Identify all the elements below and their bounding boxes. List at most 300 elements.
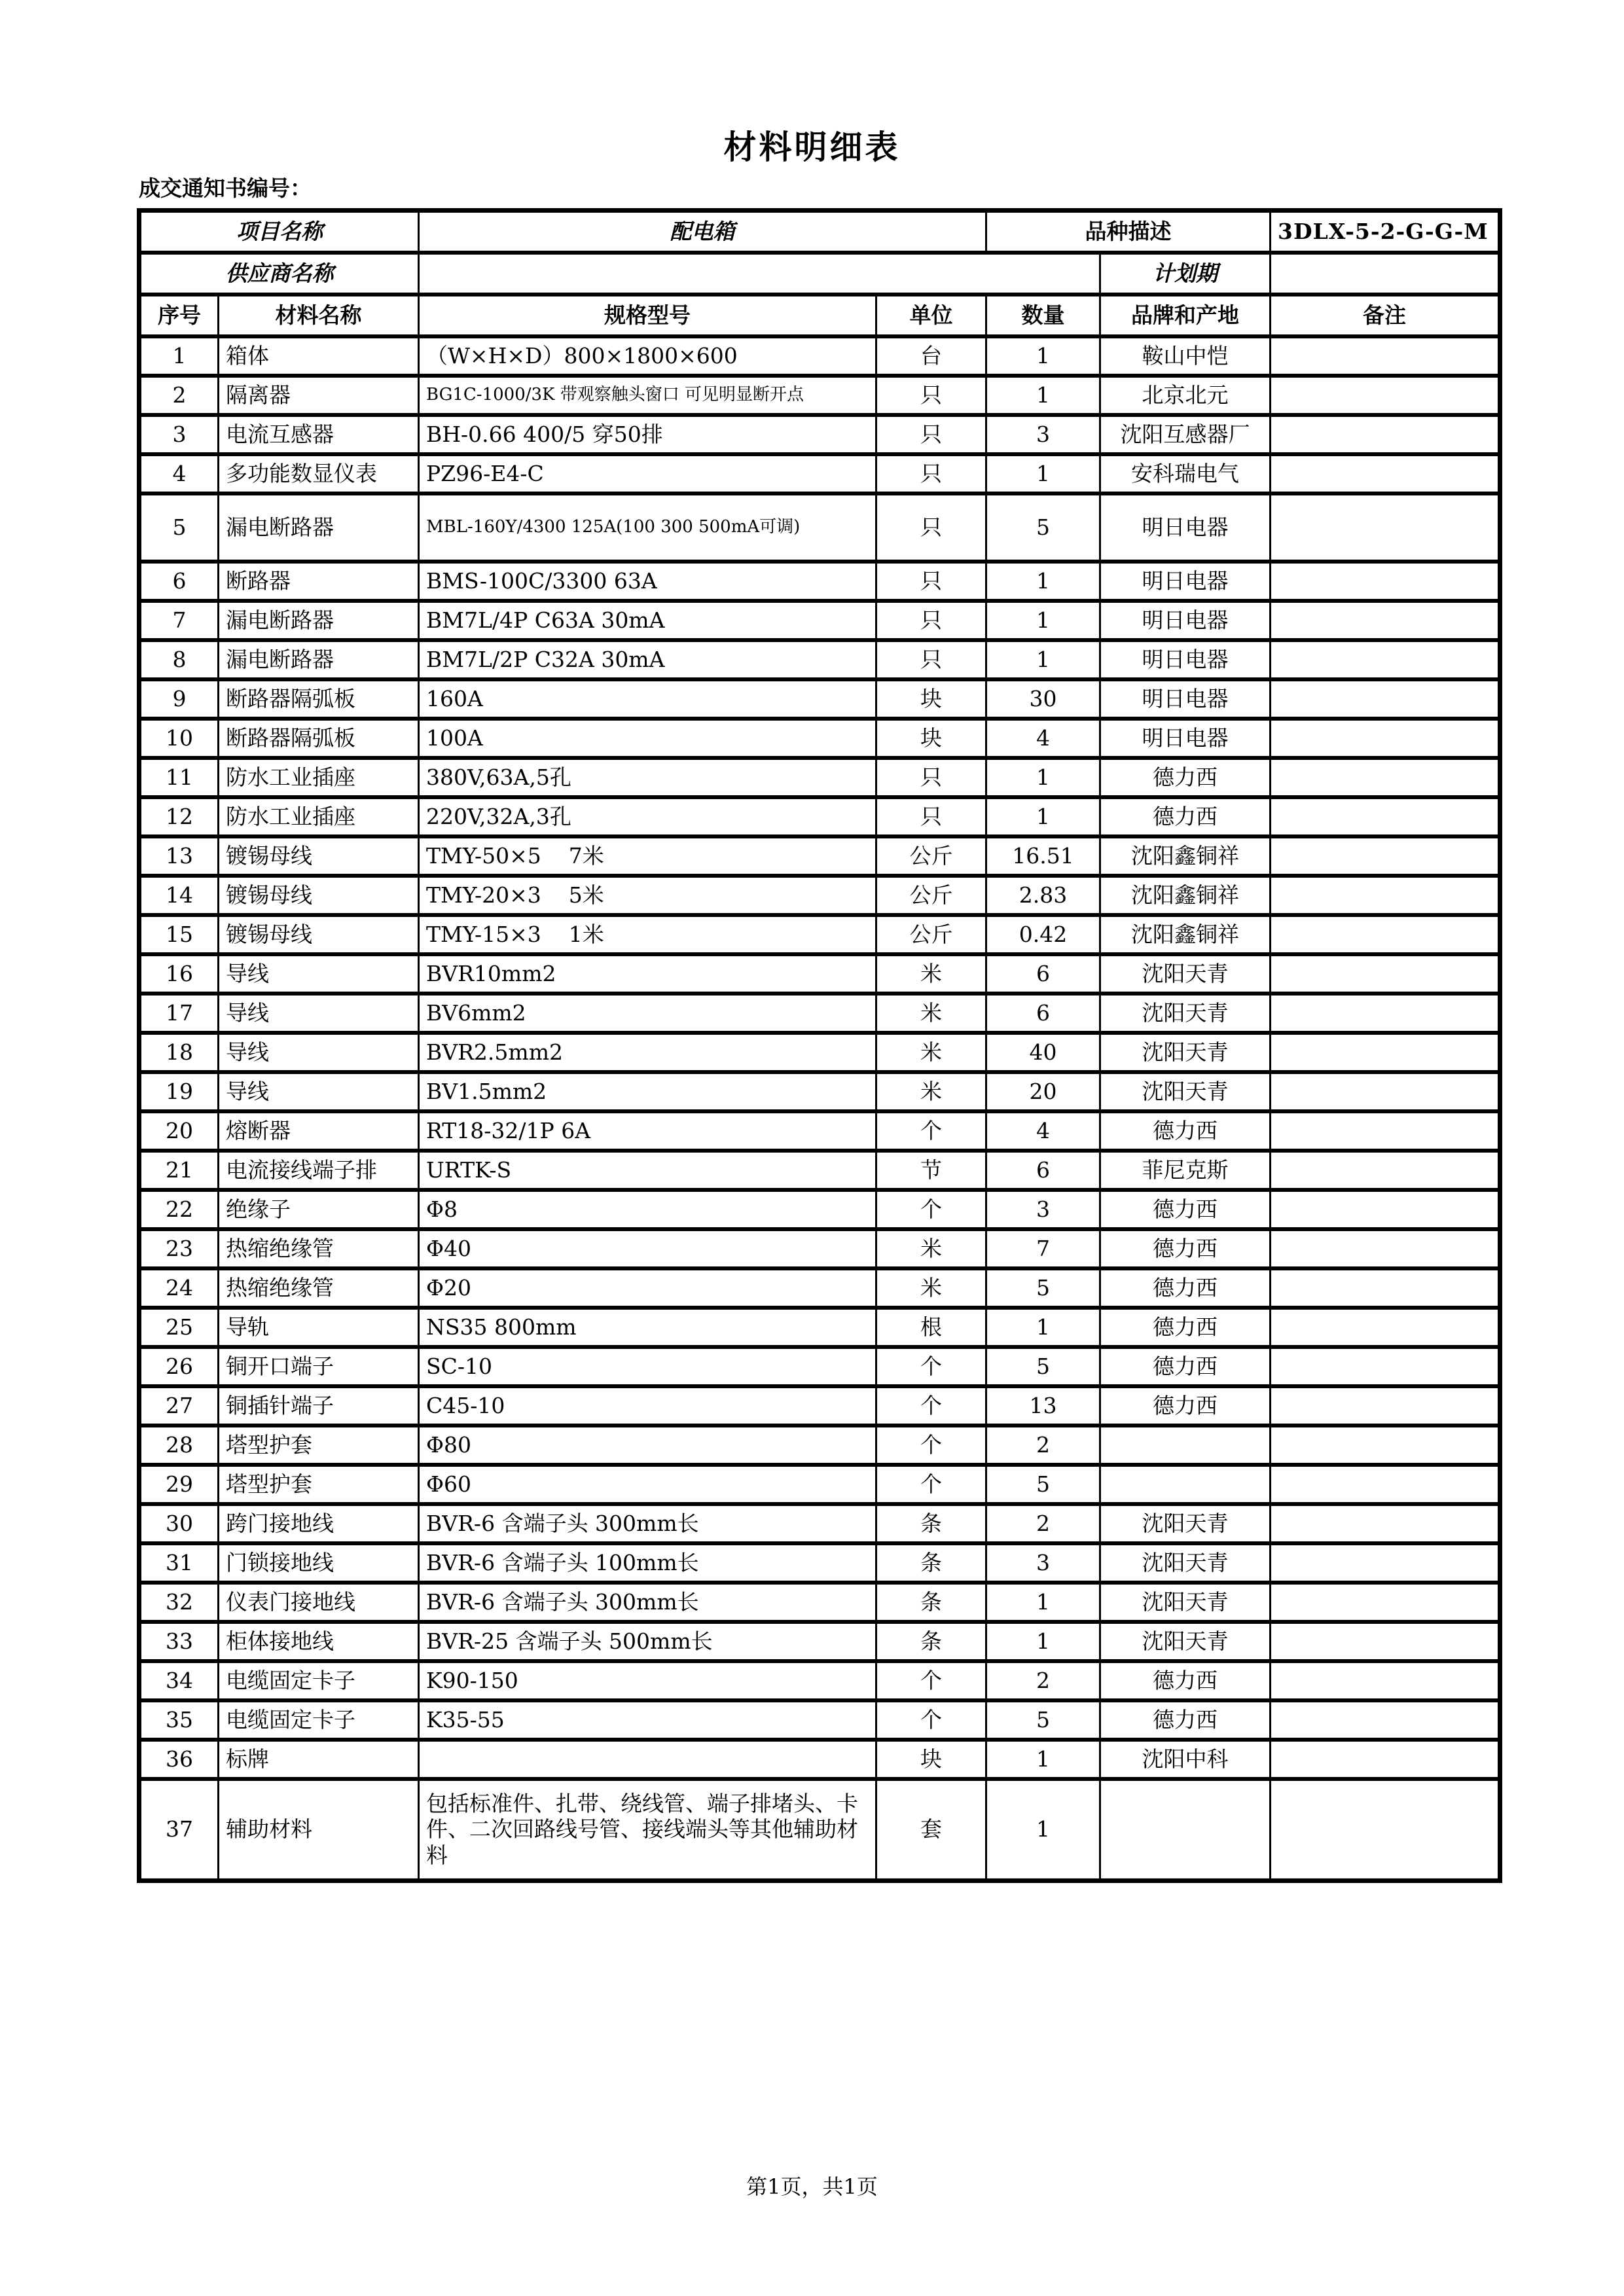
cell-material-name: 防水工业插座 — [219, 758, 419, 797]
table-row — [139, 376, 1500, 415]
cell-spec-model: 380V,63A,5孔 — [419, 758, 876, 797]
cell-quantity: 2.83 — [986, 876, 1100, 915]
cell-remark — [1271, 336, 1500, 376]
cell-unit: 米 — [876, 1268, 986, 1308]
cell-material-name: 塔型护套 — [219, 1465, 419, 1504]
cell-quantity: 1 — [986, 640, 1100, 679]
table-row — [139, 758, 1500, 797]
cell-material-name: 电流接线端子排 — [219, 1151, 419, 1190]
cell-spec-model: TMY-15×3 1米 — [419, 915, 876, 954]
cell-spec-model: 160A — [419, 679, 876, 719]
cell-spec-model: BVR-25 含端子头 500mm长 — [419, 1622, 876, 1661]
table-row — [139, 836, 1500, 876]
cell-quantity: 1 — [986, 1583, 1100, 1622]
cell-material-name: 热缩绝缘管 — [219, 1268, 419, 1308]
table-row — [139, 640, 1500, 679]
cell-remark — [1271, 1504, 1500, 1543]
cell-material-name: 导轨 — [219, 1308, 419, 1347]
cell-unit: 个 — [876, 1190, 986, 1229]
table-row — [139, 797, 1500, 836]
cell-quantity: 16.51 — [986, 836, 1100, 876]
cell-unit: 条 — [876, 1622, 986, 1661]
cell-index: 28 — [139, 1426, 219, 1465]
cell-index: 22 — [139, 1190, 219, 1229]
cell-unit: 个 — [876, 1465, 986, 1504]
cell-index: 37 — [139, 1779, 219, 1881]
cell-index: 8 — [139, 640, 219, 679]
cell-unit: 只 — [876, 493, 986, 562]
cell-spec-model: MBL-160Y/4300 125A(100 300 500mA可调) — [419, 493, 876, 562]
cell-spec-model: （W×H×D）800×1800×600 — [419, 336, 876, 376]
cell-spec-model: PZ96-E4-C — [419, 454, 876, 493]
cell-material-name: 隔离器 — [219, 376, 419, 415]
cell-brand-origin: 德力西 — [1100, 758, 1271, 797]
cell-brand-origin: 沈阳天青 — [1100, 1504, 1271, 1543]
cell-material-name: 导线 — [219, 1072, 419, 1111]
cell-material-name: 电缆固定卡子 — [219, 1700, 419, 1740]
cell-brand-origin: 德力西 — [1100, 1268, 1271, 1308]
cell-index: 36 — [139, 1740, 219, 1779]
cell-index: 17 — [139, 994, 219, 1033]
cell-material-name: 柜体接地线 — [219, 1622, 419, 1661]
col-header-quantity: 数量 — [986, 295, 1100, 336]
cell-brand-origin: 沈阳鑫铜祥 — [1100, 836, 1271, 876]
cell-spec-model: Φ20 — [419, 1268, 876, 1308]
cell-index: 16 — [139, 954, 219, 994]
cell-quantity: 1 — [986, 336, 1100, 376]
table-row — [139, 336, 1500, 376]
cell-brand-origin: 北京北元 — [1100, 376, 1271, 415]
cell-unit: 个 — [876, 1386, 986, 1426]
cell-material-name: 绝缘子 — [219, 1190, 419, 1229]
cell-brand-origin — [1100, 1426, 1271, 1465]
cell-material-name: 断路器 — [219, 562, 419, 601]
cell-spec-model: BV6mm2 — [419, 994, 876, 1033]
cell-index: 3 — [139, 415, 219, 454]
cell-material-name: 辅助材料 — [219, 1779, 419, 1881]
cell-spec-model: NS35 800mm — [419, 1308, 876, 1347]
cell-spec-model: RT18-32/1P 6A — [419, 1111, 876, 1151]
cell-material-name: 仪表门接地线 — [219, 1583, 419, 1622]
cell-material-name: 铜插针端子 — [219, 1386, 419, 1426]
cell-remark — [1271, 954, 1500, 994]
cell-quantity: 1 — [986, 601, 1100, 640]
cell-quantity: 40 — [986, 1033, 1100, 1072]
project-name-value: 配电箱 — [419, 211, 986, 253]
cell-remark — [1271, 1111, 1500, 1151]
cell-spec-model: 220V,32A,3孔 — [419, 797, 876, 836]
cell-unit: 公斤 — [876, 876, 986, 915]
cell-remark — [1271, 876, 1500, 915]
table-row — [139, 1661, 1500, 1700]
cell-spec-model — [419, 1740, 876, 1779]
cell-material-name: 漏电断路器 — [219, 493, 419, 562]
cell-remark — [1271, 562, 1500, 601]
cell-remark — [1271, 1622, 1500, 1661]
cell-index: 35 — [139, 1700, 219, 1740]
plan-period-value — [1271, 253, 1500, 295]
cell-spec-model: BH-0.66 400/5 穿50排 — [419, 415, 876, 454]
cell-index: 18 — [139, 1033, 219, 1072]
page-title: 材料明细表 — [723, 128, 901, 166]
cell-quantity: 5 — [986, 1347, 1100, 1386]
cell-unit: 条 — [876, 1543, 986, 1583]
cell-material-name: 电流互感器 — [219, 415, 419, 454]
header-row-supplier — [139, 253, 1500, 295]
cell-remark — [1271, 1465, 1500, 1504]
table-row — [139, 454, 1500, 493]
cell-material-name: 门锁接地线 — [219, 1543, 419, 1583]
cell-material-name: 漏电断路器 — [219, 640, 419, 679]
cell-index: 20 — [139, 1111, 219, 1151]
cell-remark — [1271, 1386, 1500, 1426]
cell-unit: 米 — [876, 954, 986, 994]
table-row — [139, 493, 1500, 562]
cell-index: 11 — [139, 758, 219, 797]
cell-spec-model: K35-55 — [419, 1700, 876, 1740]
cell-material-name: 标牌 — [219, 1740, 419, 1779]
cell-remark — [1271, 1072, 1500, 1111]
cell-index: 32 — [139, 1583, 219, 1622]
cell-brand-origin: 沈阳天青 — [1100, 1072, 1271, 1111]
cell-material-name: 多功能数显仪表 — [219, 454, 419, 493]
table-row — [139, 954, 1500, 994]
cell-remark — [1271, 454, 1500, 493]
cell-brand-origin: 菲尼克斯 — [1100, 1151, 1271, 1190]
cell-quantity: 2 — [986, 1426, 1100, 1465]
cell-unit: 米 — [876, 994, 986, 1033]
cell-unit: 根 — [876, 1308, 986, 1347]
cell-brand-origin: 沈阳天青 — [1100, 994, 1271, 1033]
cell-unit: 个 — [876, 1426, 986, 1465]
table-row — [139, 1190, 1500, 1229]
cell-unit: 只 — [876, 758, 986, 797]
cell-remark — [1271, 493, 1500, 562]
cell-quantity: 5 — [986, 1700, 1100, 1740]
project-name-label: 项目名称 — [139, 211, 419, 253]
cell-quantity: 1 — [986, 1740, 1100, 1779]
cell-spec-model: BM7L/2P C32A 30mA — [419, 640, 876, 679]
cell-material-name: 导线 — [219, 954, 419, 994]
cell-brand-origin: 明日电器 — [1100, 719, 1271, 758]
cell-index: 14 — [139, 876, 219, 915]
cell-index: 21 — [139, 1151, 219, 1190]
cell-unit: 只 — [876, 797, 986, 836]
cell-brand-origin: 明日电器 — [1100, 679, 1271, 719]
cell-quantity: 1 — [986, 562, 1100, 601]
table-row — [139, 1308, 1500, 1347]
cell-remark — [1271, 1543, 1500, 1583]
cell-remark — [1271, 1740, 1500, 1779]
cell-quantity: 2 — [986, 1661, 1100, 1700]
cell-spec-model: TMY-50×5 7米 — [419, 836, 876, 876]
cell-unit: 只 — [876, 376, 986, 415]
cell-brand-origin: 沈阳鑫铜祥 — [1100, 876, 1271, 915]
cell-brand-origin: 德力西 — [1100, 1386, 1271, 1426]
cell-spec-model: URTK-S — [419, 1151, 876, 1190]
cell-unit: 只 — [876, 454, 986, 493]
cell-spec-model: BVR-6 含端子头 300mm长 — [419, 1583, 876, 1622]
cell-unit: 节 — [876, 1151, 986, 1190]
cell-index: 34 — [139, 1661, 219, 1700]
cell-index: 24 — [139, 1268, 219, 1308]
cell-unit: 只 — [876, 562, 986, 601]
cell-unit: 条 — [876, 1504, 986, 1543]
cell-brand-origin: 德力西 — [1100, 1111, 1271, 1151]
cell-unit: 套 — [876, 1779, 986, 1881]
table-row — [139, 1465, 1500, 1504]
cell-material-name: 镀锡母线 — [219, 915, 419, 954]
cell-brand-origin: 安科瑞电气 — [1100, 454, 1271, 493]
supplier-name-label: 供应商名称 — [139, 253, 419, 295]
table-row — [139, 1779, 1500, 1881]
cell-unit: 块 — [876, 1740, 986, 1779]
cell-quantity: 7 — [986, 1229, 1100, 1268]
cell-index: 13 — [139, 836, 219, 876]
cell-brand-origin: 明日电器 — [1100, 640, 1271, 679]
cell-unit: 公斤 — [876, 836, 986, 876]
cell-material-name: 漏电断路器 — [219, 601, 419, 640]
cell-remark — [1271, 1229, 1500, 1268]
table-row — [139, 1504, 1500, 1543]
cell-index: 33 — [139, 1622, 219, 1661]
cell-brand-origin: 沈阳中科 — [1100, 1740, 1271, 1779]
cell-index: 5 — [139, 493, 219, 562]
cell-spec-model: BG1C-1000/3K 带观察触头窗口 可见明显断开点 — [419, 376, 876, 415]
cell-brand-origin: 明日电器 — [1100, 562, 1271, 601]
col-header-brand-origin: 品牌和产地 — [1100, 295, 1271, 336]
cell-spec-model: BMS-100C/3300 63A — [419, 562, 876, 601]
cell-brand-origin — [1100, 1465, 1271, 1504]
cell-quantity: 4 — [986, 719, 1100, 758]
cell-quantity: 1 — [986, 376, 1100, 415]
cell-quantity: 1 — [986, 454, 1100, 493]
cell-spec-model: Φ80 — [419, 1426, 876, 1465]
cell-unit: 个 — [876, 1347, 986, 1386]
cell-index: 9 — [139, 679, 219, 719]
table-row — [139, 876, 1500, 915]
cell-remark — [1271, 1426, 1500, 1465]
cell-unit: 只 — [876, 640, 986, 679]
cell-remark — [1271, 719, 1500, 758]
cell-material-name: 电缆固定卡子 — [219, 1661, 419, 1700]
cell-material-name: 断路器隔弧板 — [219, 679, 419, 719]
cell-index: 23 — [139, 1229, 219, 1268]
cell-material-name: 导线 — [219, 994, 419, 1033]
cell-unit: 台 — [876, 336, 986, 376]
cell-brand-origin: 明日电器 — [1100, 601, 1271, 640]
cell-brand-origin — [1100, 1779, 1271, 1881]
cell-brand-origin: 德力西 — [1100, 1308, 1271, 1347]
col-header-material-name: 材料名称 — [219, 295, 419, 336]
column-header-row — [139, 295, 1500, 336]
cell-unit: 块 — [876, 719, 986, 758]
cell-material-name: 铜开口端子 — [219, 1347, 419, 1386]
cell-spec-model: 100A — [419, 719, 876, 758]
table-row — [139, 1072, 1500, 1111]
cell-brand-origin: 明日电器 — [1100, 493, 1271, 562]
cell-index: 2 — [139, 376, 219, 415]
col-header-unit: 单位 — [876, 295, 986, 336]
cell-quantity: 2 — [986, 1504, 1100, 1543]
cell-material-name: 热缩绝缘管 — [219, 1229, 419, 1268]
cell-index: 6 — [139, 562, 219, 601]
cell-unit: 个 — [876, 1661, 986, 1700]
cell-remark — [1271, 1151, 1500, 1190]
cell-quantity: 5 — [986, 1465, 1100, 1504]
cell-remark — [1271, 1700, 1500, 1740]
table-row — [139, 1347, 1500, 1386]
cell-spec-model: BVR-6 含端子头 300mm长 — [419, 1504, 876, 1543]
cell-quantity: 5 — [986, 493, 1100, 562]
cell-brand-origin: 沈阳天青 — [1100, 1033, 1271, 1072]
cell-brand-origin: 德力西 — [1100, 1700, 1271, 1740]
cell-unit: 个 — [876, 1700, 986, 1740]
cell-spec-model: SC-10 — [419, 1347, 876, 1386]
cell-remark — [1271, 1779, 1500, 1881]
table-row — [139, 1229, 1500, 1268]
cell-material-name: 导线 — [219, 1033, 419, 1072]
cell-quantity: 20 — [986, 1072, 1100, 1111]
header-row-project — [139, 211, 1500, 253]
table-row — [139, 601, 1500, 640]
cell-index: 31 — [139, 1543, 219, 1583]
cell-material-name: 跨门接地线 — [219, 1504, 419, 1543]
cell-material-name: 熔断器 — [219, 1111, 419, 1151]
table-row — [139, 1151, 1500, 1190]
cell-index: 12 — [139, 797, 219, 836]
cell-index: 19 — [139, 1072, 219, 1111]
cell-index: 29 — [139, 1465, 219, 1504]
table-row — [139, 719, 1500, 758]
table-row — [139, 1543, 1500, 1583]
cell-quantity: 3 — [986, 1543, 1100, 1583]
col-header-remark: 备注 — [1271, 295, 1500, 336]
table-row — [139, 915, 1500, 954]
cell-material-name: 镀锡母线 — [219, 876, 419, 915]
cell-brand-origin: 德力西 — [1100, 1229, 1271, 1268]
cell-quantity: 1 — [986, 797, 1100, 836]
cell-remark — [1271, 1033, 1500, 1072]
material-rows — [139, 336, 1500, 1881]
cell-brand-origin: 德力西 — [1100, 1190, 1271, 1229]
transaction-notice-number-label: 成交通知书编号： — [139, 175, 312, 201]
page-number-footer: 第1页，共1页 — [746, 2174, 878, 2199]
cell-spec-model: Φ60 — [419, 1465, 876, 1504]
variety-desc-value: 3DLX-5-2-G-G-M — [1271, 211, 1500, 253]
cell-index: 26 — [139, 1347, 219, 1386]
cell-remark — [1271, 415, 1500, 454]
cell-remark — [1271, 1583, 1500, 1622]
table-row — [139, 415, 1500, 454]
cell-spec-model: TMY-20×3 5米 — [419, 876, 876, 915]
cell-spec-model: BM7L/4P C63A 30mA — [419, 601, 876, 640]
cell-brand-origin: 沈阳天青 — [1100, 954, 1271, 994]
cell-quantity: 6 — [986, 1151, 1100, 1190]
cell-unit: 条 — [876, 1583, 986, 1622]
cell-remark — [1271, 915, 1500, 954]
cell-quantity: 0.42 — [986, 915, 1100, 954]
cell-index: 25 — [139, 1308, 219, 1347]
cell-spec-model: 包括标准件、扎带、绕线管、端子排堵头、卡件、二次回路线号管、接线端头等其他辅助材料 — [419, 1779, 876, 1881]
cell-index: 1 — [139, 336, 219, 376]
cell-remark — [1271, 640, 1500, 679]
cell-unit: 米 — [876, 1033, 986, 1072]
table-row — [139, 1111, 1500, 1151]
cell-spec-model: Φ40 — [419, 1229, 876, 1268]
cell-quantity: 30 — [986, 679, 1100, 719]
table-row — [139, 1268, 1500, 1308]
cell-unit: 米 — [876, 1229, 986, 1268]
cell-spec-model: BVR-6 含端子头 100mm长 — [419, 1543, 876, 1583]
cell-unit: 公斤 — [876, 915, 986, 954]
cell-brand-origin: 沈阳鑫铜祥 — [1100, 915, 1271, 954]
cell-spec-model: C45-10 — [419, 1386, 876, 1426]
cell-quantity: 6 — [986, 994, 1100, 1033]
cell-index: 4 — [139, 454, 219, 493]
material-detail-table — [137, 208, 1502, 1883]
cell-material-name: 防水工业插座 — [219, 797, 419, 836]
cell-quantity: 1 — [986, 1779, 1100, 1881]
cell-unit: 只 — [876, 601, 986, 640]
supplier-name-value — [419, 253, 1100, 295]
cell-quantity: 1 — [986, 1308, 1100, 1347]
cell-brand-origin: 德力西 — [1100, 1347, 1271, 1386]
cell-spec-model: BV1.5mm2 — [419, 1072, 876, 1111]
cell-remark — [1271, 1268, 1500, 1308]
col-header-index: 序号 — [139, 295, 219, 336]
cell-remark — [1271, 1347, 1500, 1386]
cell-spec-model: BVR10mm2 — [419, 954, 876, 994]
cell-unit: 只 — [876, 415, 986, 454]
table-row — [139, 1583, 1500, 1622]
table-row — [139, 1740, 1500, 1779]
cell-remark — [1271, 758, 1500, 797]
cell-brand-origin: 沈阳天青 — [1100, 1622, 1271, 1661]
cell-quantity: 4 — [986, 1111, 1100, 1151]
cell-brand-origin: 沈阳互感器厂 — [1100, 415, 1271, 454]
table-row — [139, 1033, 1500, 1072]
cell-brand-origin: 德力西 — [1100, 1661, 1271, 1700]
cell-index: 27 — [139, 1386, 219, 1426]
plan-period-label: 计划期 — [1100, 253, 1271, 295]
cell-quantity: 1 — [986, 758, 1100, 797]
table-row — [139, 679, 1500, 719]
cell-material-name: 箱体 — [219, 336, 419, 376]
cell-remark — [1271, 797, 1500, 836]
cell-remark — [1271, 836, 1500, 876]
cell-material-name: 塔型护套 — [219, 1426, 419, 1465]
cell-material-name: 断路器隔弧板 — [219, 719, 419, 758]
cell-remark — [1271, 679, 1500, 719]
cell-index: 7 — [139, 601, 219, 640]
table-row — [139, 1426, 1500, 1465]
cell-unit: 个 — [876, 1111, 986, 1151]
cell-remark — [1271, 376, 1500, 415]
cell-quantity: 3 — [986, 1190, 1100, 1229]
table-row — [139, 1386, 1500, 1426]
table-row — [139, 994, 1500, 1033]
cell-quantity: 13 — [986, 1386, 1100, 1426]
cell-quantity: 3 — [986, 415, 1100, 454]
cell-quantity: 5 — [986, 1268, 1100, 1308]
cell-spec-model: Φ8 — [419, 1190, 876, 1229]
cell-brand-origin: 沈阳天青 — [1100, 1583, 1271, 1622]
cell-quantity: 6 — [986, 954, 1100, 994]
cell-quantity: 1 — [986, 1622, 1100, 1661]
cell-spec-model: K90-150 — [419, 1661, 876, 1700]
variety-desc-label: 品种描述 — [986, 211, 1271, 253]
